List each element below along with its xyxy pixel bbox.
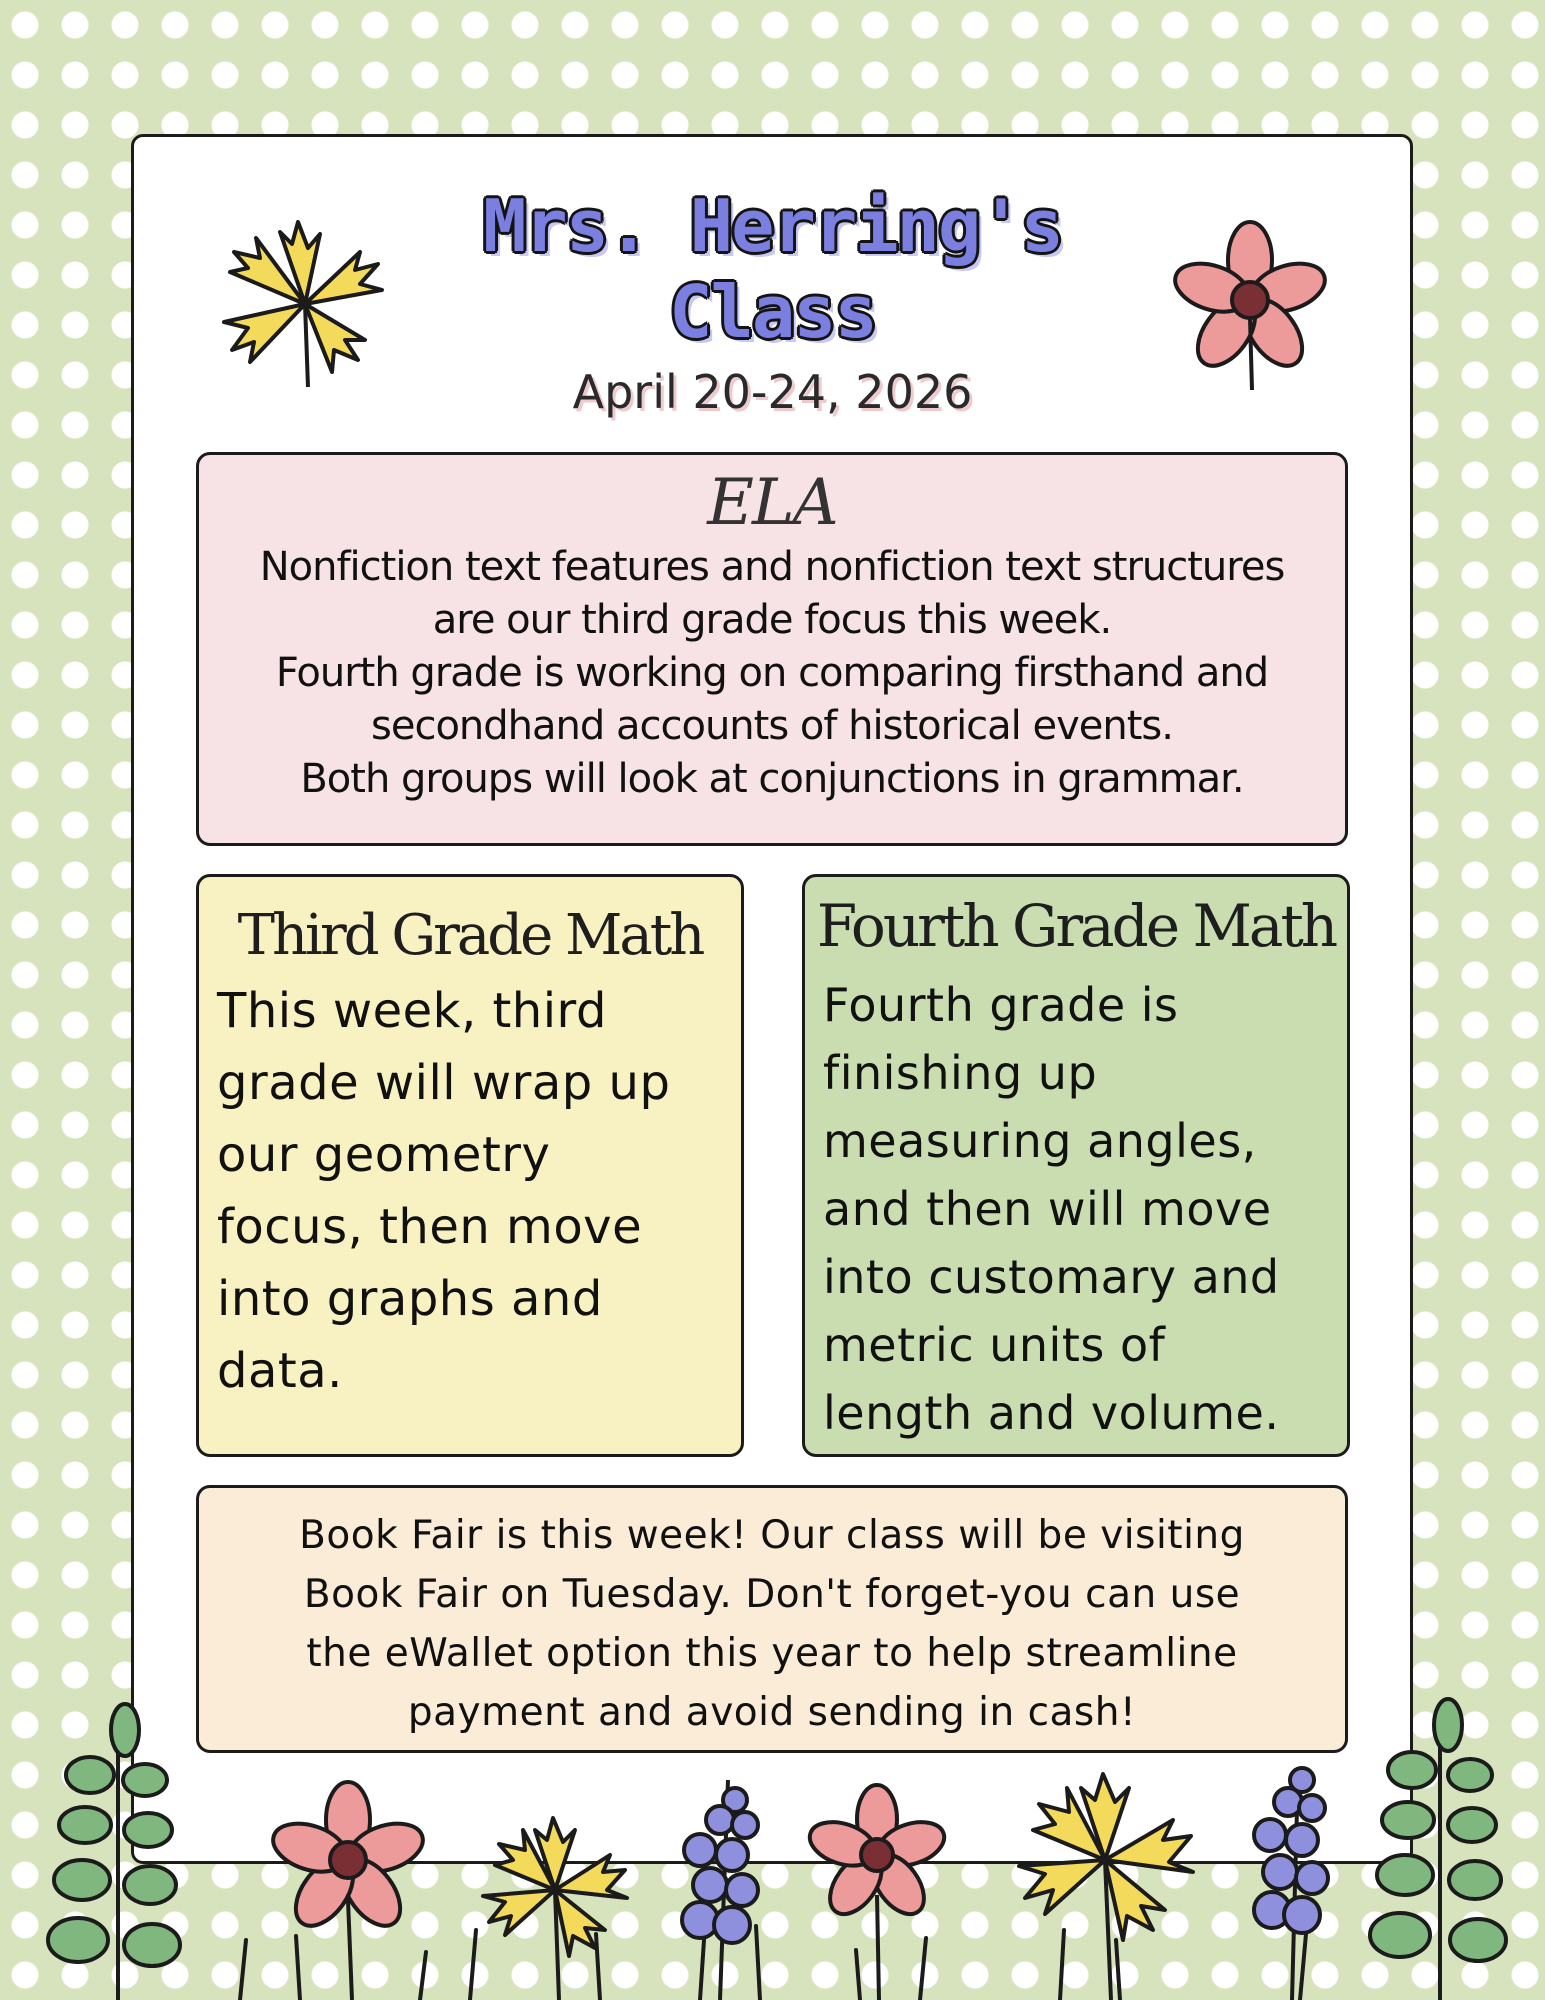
fourth-math-line: Fourth grade is bbox=[823, 978, 1179, 1032]
ela-section bbox=[196, 452, 1348, 846]
third-math-line: data. bbox=[217, 1343, 343, 1399]
fourth-math-line: measuring angles, bbox=[823, 1114, 1257, 1168]
yellow-flower-icon bbox=[210, 212, 400, 392]
fourth-math-line: into customary and bbox=[823, 1250, 1280, 1304]
book-fair-line: Book Fair is this week! Our class will be visiting bbox=[299, 1513, 1245, 1558]
garden-border-decoration bbox=[0, 1690, 1545, 2000]
fourth-grade-math-section bbox=[802, 874, 1350, 1457]
fourth-math-line: and then will move bbox=[823, 1182, 1272, 1236]
third-math-line: grade will wrap up bbox=[217, 1055, 671, 1111]
page-title-line1: Mrs. Herring's bbox=[483, 184, 1062, 268]
third-math-line: our geometry bbox=[217, 1127, 551, 1183]
book-fair-line: payment and avoid sending in cash! bbox=[407, 1690, 1137, 1735]
ela-line: Nonfiction text features and nonfiction text structures bbox=[259, 544, 1285, 590]
third-math-line: focus, then move bbox=[217, 1199, 643, 1255]
book-fair-line: the eWallet option this year to help streamline bbox=[306, 1631, 1238, 1676]
third-math-line: This week, third bbox=[217, 983, 607, 1039]
book-fair-line: Book Fair on Tuesday. Don't forget-you can use bbox=[303, 1572, 1241, 1617]
page-title-line2: Class bbox=[669, 270, 876, 354]
fourth-math-line: length and volume. bbox=[823, 1386, 1280, 1440]
fourth-math-line: finishing up bbox=[823, 1046, 1098, 1100]
ela-line: Fourth grade is working on comparing firsthand and bbox=[275, 650, 1269, 696]
week-date: April 20-24, 2026 bbox=[572, 365, 973, 419]
pink-flower-icon bbox=[1160, 218, 1340, 393]
ela-line: Both groups will look at conjunctions in grammar. bbox=[300, 756, 1244, 802]
third-math-line: into graphs and bbox=[217, 1271, 603, 1327]
ela-line: secondhand accounts of historical events. bbox=[371, 703, 1173, 749]
ela-heading: ELA bbox=[707, 466, 837, 540]
third-grade-math-section bbox=[196, 874, 744, 1457]
ela-line: are our third grade focus this week. bbox=[432, 597, 1112, 643]
fourth-math-line: metric units of bbox=[823, 1318, 1166, 1372]
fourth-grade-math-heading: Fourth Grade Math bbox=[816, 892, 1336, 960]
third-grade-math-heading: Third Grade Math bbox=[237, 903, 703, 968]
